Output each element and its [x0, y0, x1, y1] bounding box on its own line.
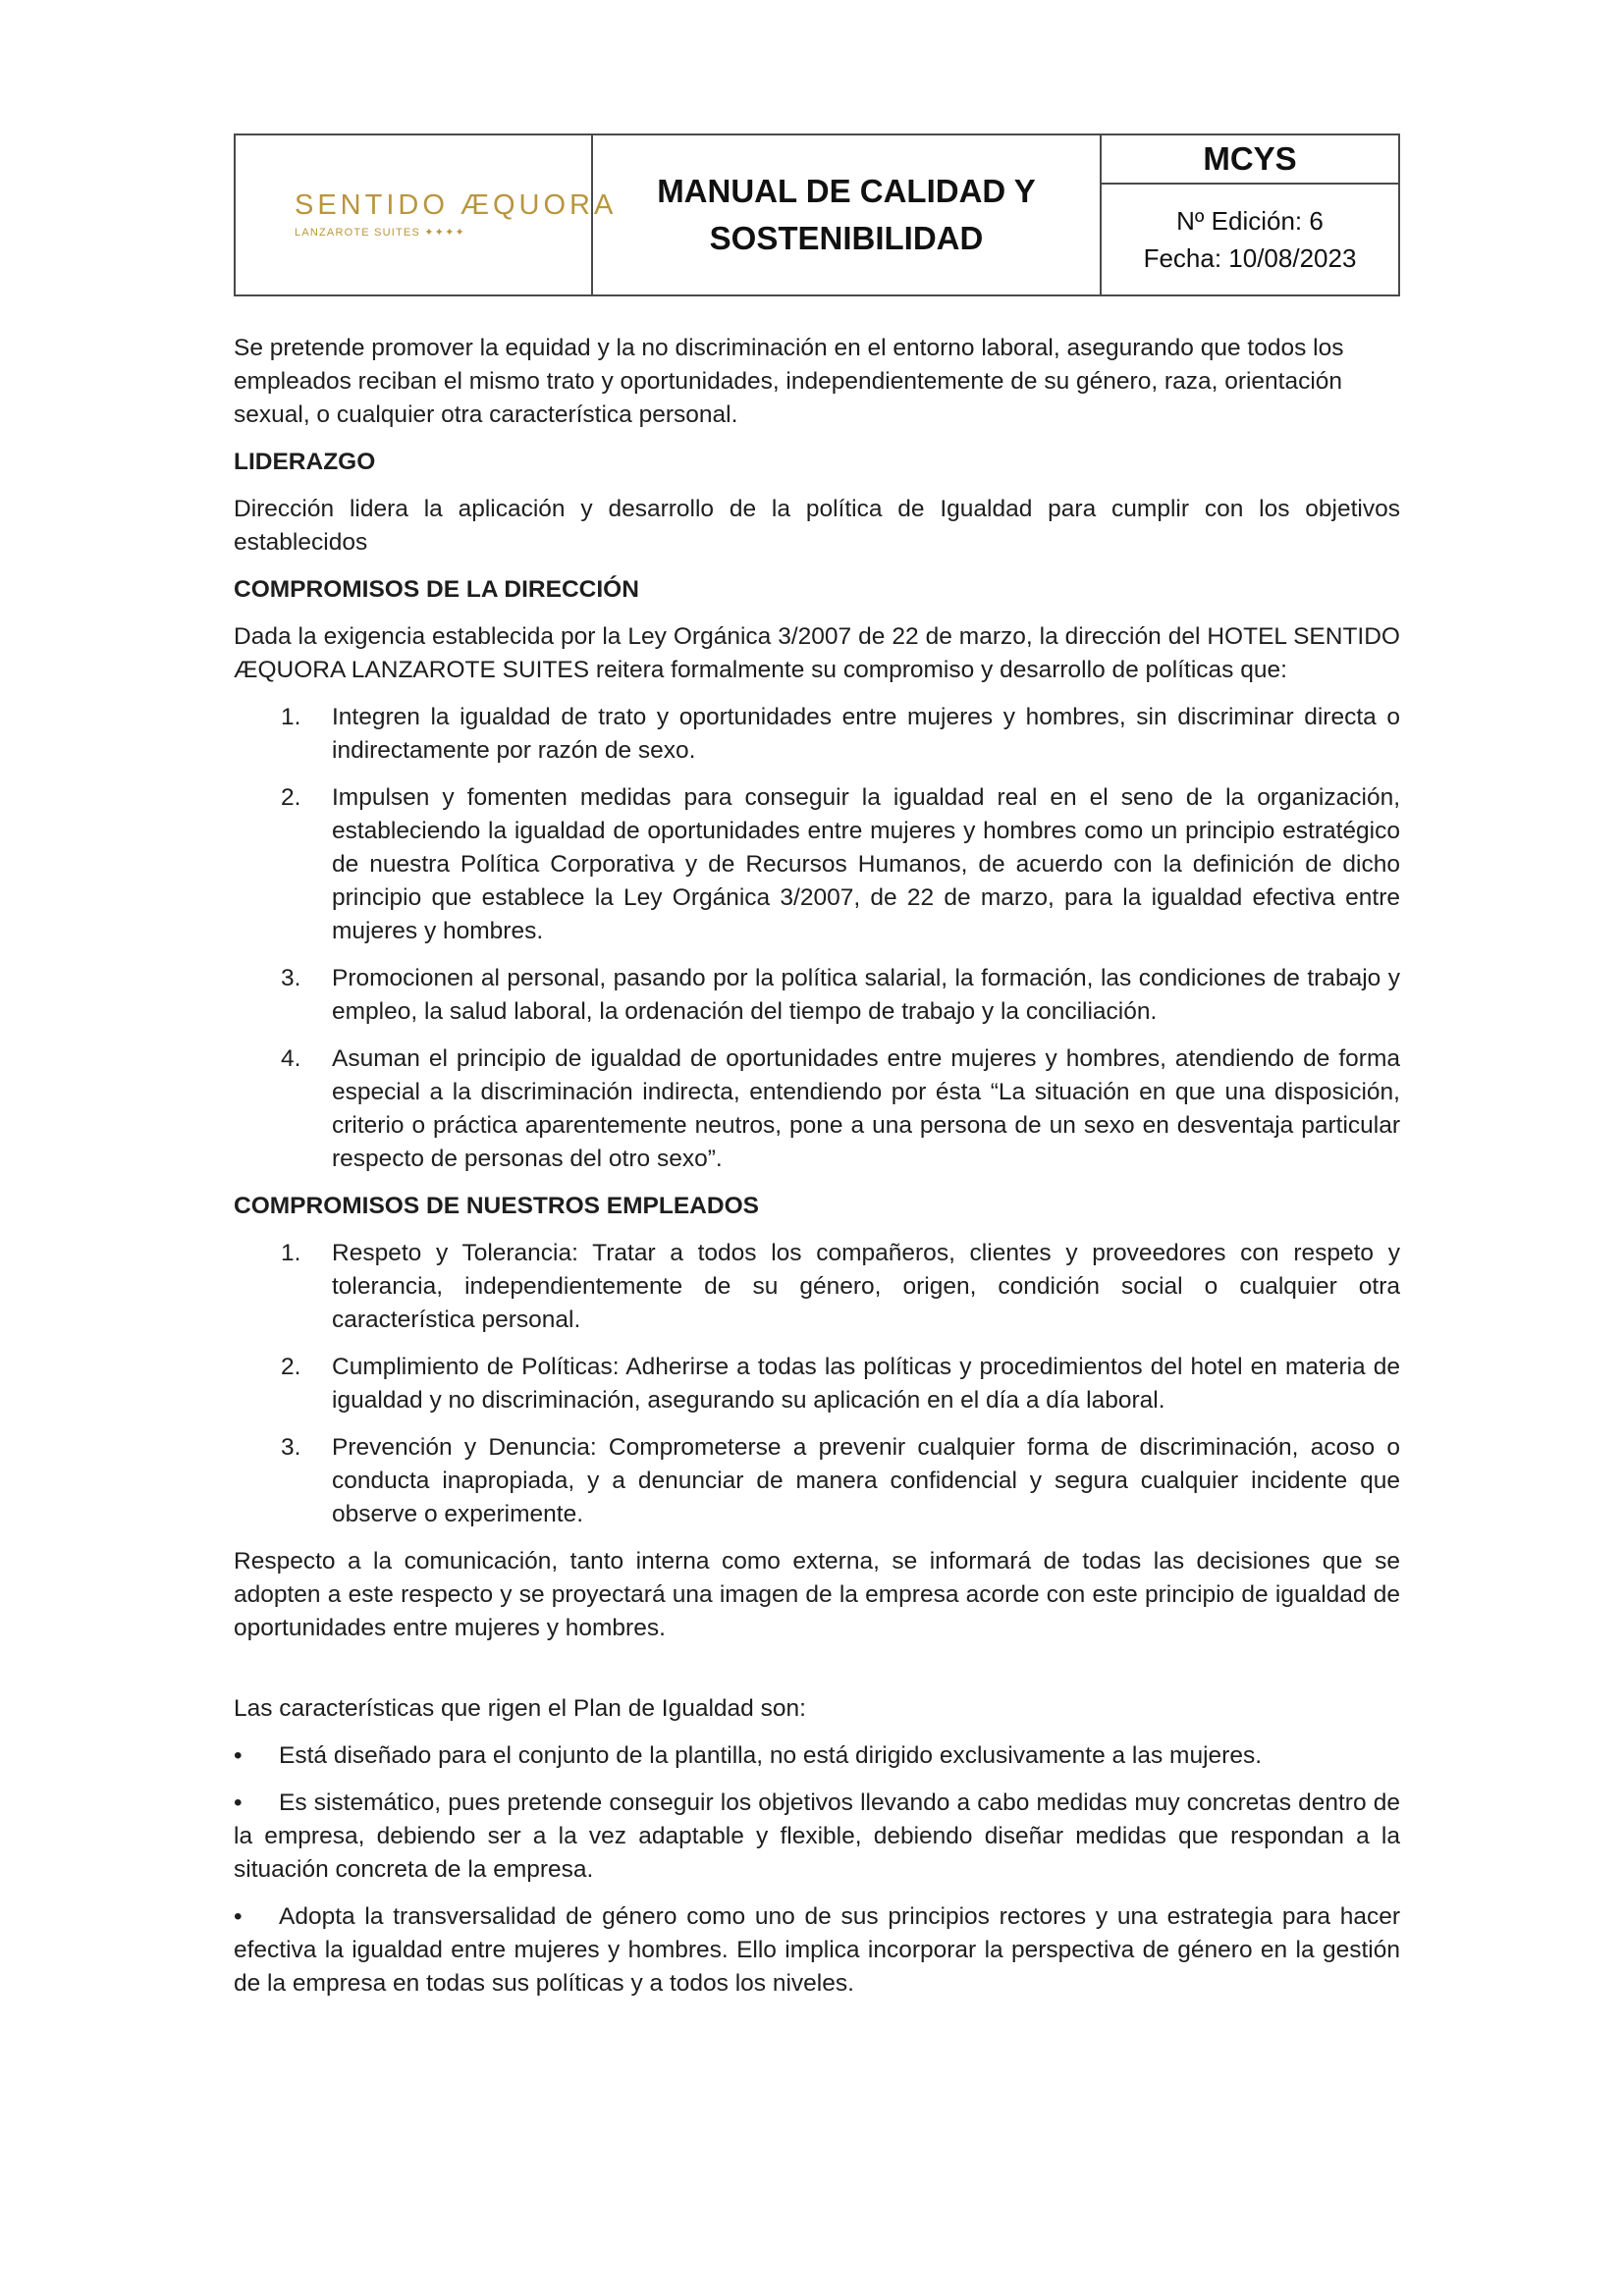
title-line-1: MANUAL DE CALIDAD Y [657, 173, 1036, 209]
document-header [234, 133, 1400, 296]
logo-main-text: SENTIDO ÆQUORA [295, 189, 618, 221]
communication-paragraph: Respecto a la comunicación, tanto interna como externa, se informará de todas las decisiones que se adopten a este respecto y se proyectará una imagen de la empresa acorde con este principio de igualdad de oportunidades entre mujeres y hombres. [234, 1548, 1400, 1641]
plan-intro-paragraph: Las características que rigen el Plan de Igualdad son: [234, 1695, 806, 1722]
intro-paragraph: Se pretende promover la equidad y la no discriminación en el entorno laboral, asegurando que todos los empleados reciban el mismo trato y oportunidades, independientemente de su género, raza, orientación sexual, o cualquier otra característica personal. [234, 335, 1344, 428]
edition-date: Fecha: 10/08/2023 [1143, 243, 1357, 273]
bullet-icon: • [234, 1903, 243, 1930]
logo-sub-text: LANZAROTE SUITES ✦✦✦✦ [295, 227, 465, 239]
document-body [234, 332, 1400, 2014]
direction-intro-paragraph: Dada la exigencia establecida por la Ley Orgánica 3/2007 de 22 de marzo, la dirección del HOTEL SENTIDO ÆQUORA LANZAROTE SUITES reitera formalmente su compromiso y desarrollo de políticas que: [234, 623, 1400, 683]
list-item: 4. Asuman el principio de igualdad de oportunidades entre mujeres y hombres, atendiendo de forma especial a la discriminación indirecta, entendiendo por ésta “La situación en que una disposición, criterio o práctica aparentemente neutros, pone a una persona de un sexo en desventaja particular respecto de personas del otro sexo”. [281, 1045, 1400, 1172]
document-code: MCYS [1102, 135, 1398, 185]
bullet-icon: • [234, 1742, 243, 1769]
title-line-2: SOSTENIBILIDAD [709, 220, 984, 256]
document-title [593, 135, 1102, 294]
document-meta [1102, 135, 1398, 294]
list-item: 2. Impulsen y fomenten medidas para conseguir la igualdad real en el seno de la organización, estableciendo la igualdad de oportunidades entre mujeres y hombres como un principio estratégico de nuestra Política Corporativa y de Recursos Humanos, de acuerdo con la definición de dicho principio que establece la Ley Orgánica 3/2007, de 22 de marzo, para la igualdad efectiva entre mujeres y hombres. [281, 784, 1400, 944]
edition-info [1102, 185, 1398, 294]
list-item: 1. Integren la igualdad de trato y oportunidades entre mujeres y hombres, sin discriminar directa o indirectamente por razón de sexo. [281, 704, 1400, 764]
list-item: 1. Respeto y Tolerancia: Tratar a todos los compañeros, clientes y proveedores con respeto y tolerancia, independientemente de su género, origen, condición social o cualquier otra característica personal. [281, 1240, 1400, 1333]
section-heading-employees: COMPROMISOS DE NUESTROS EMPLEADOS [234, 1193, 759, 1219]
section-heading-direction: COMPROMISOS DE LA DIRECCIÓN [234, 576, 639, 603]
edition-number: Nº Edición: 6 [1176, 206, 1324, 236]
direction-list [234, 701, 1400, 1176]
bullet-item: • Está diseñado para el conjunto de la plantilla, no está dirigido exclusivamente a las mujeres. [234, 1739, 1400, 1773]
leadership-paragraph: Dirección lidera la aplicación y desarrollo de la política de Igualdad para cumplir con los objetivos establecidos [234, 496, 1400, 556]
list-item: 3. Prevención y Denuncia: Comprometerse a prevenir cualquier forma de discriminación, acoso o conducta inapropiada, y a denunciar de manera confidencial y segura cualquier incidente que observe o experimente. [281, 1434, 1400, 1527]
bullet-item: • Es sistemático, pues pretende conseguir los objetivos llevando a cabo medidas muy concretas dentro de la empresa, debiendo ser a la vez adaptable y flexible, debiendo diseñar medidas que respondan a la situación concreta de la empresa. [234, 1787, 1400, 1887]
logo [236, 135, 618, 294]
employees-list [234, 1237, 1400, 1531]
list-item: 3. Promocionen al personal, pasando por la política salarial, la formación, las condiciones de trabajo y empleo, la salud laboral, la ordenación del tiempo de trabajo y la conciliación. [281, 965, 1400, 1025]
list-item: 2. Cumplimiento de Políticas: Adherirse a todas las políticas y procedimientos del hotel en materia de igualdad y no discriminación, asegurando su aplicación en el día a día laboral. [281, 1354, 1400, 1414]
plan-bullets [234, 1739, 1400, 2001]
section-heading-leadership: LIDERAZGO [234, 449, 376, 475]
bullet-icon: • [234, 1789, 243, 1816]
bullet-item: • Adopta la transversalidad de género como uno de sus principios rectores y una estrategia para hacer efectiva la igualdad entre mujeres y hombres. Ello implica incorporar la perspectiva de género en la gestión de la empresa en todas sus políticas y a todos los niveles. [234, 1900, 1400, 2001]
